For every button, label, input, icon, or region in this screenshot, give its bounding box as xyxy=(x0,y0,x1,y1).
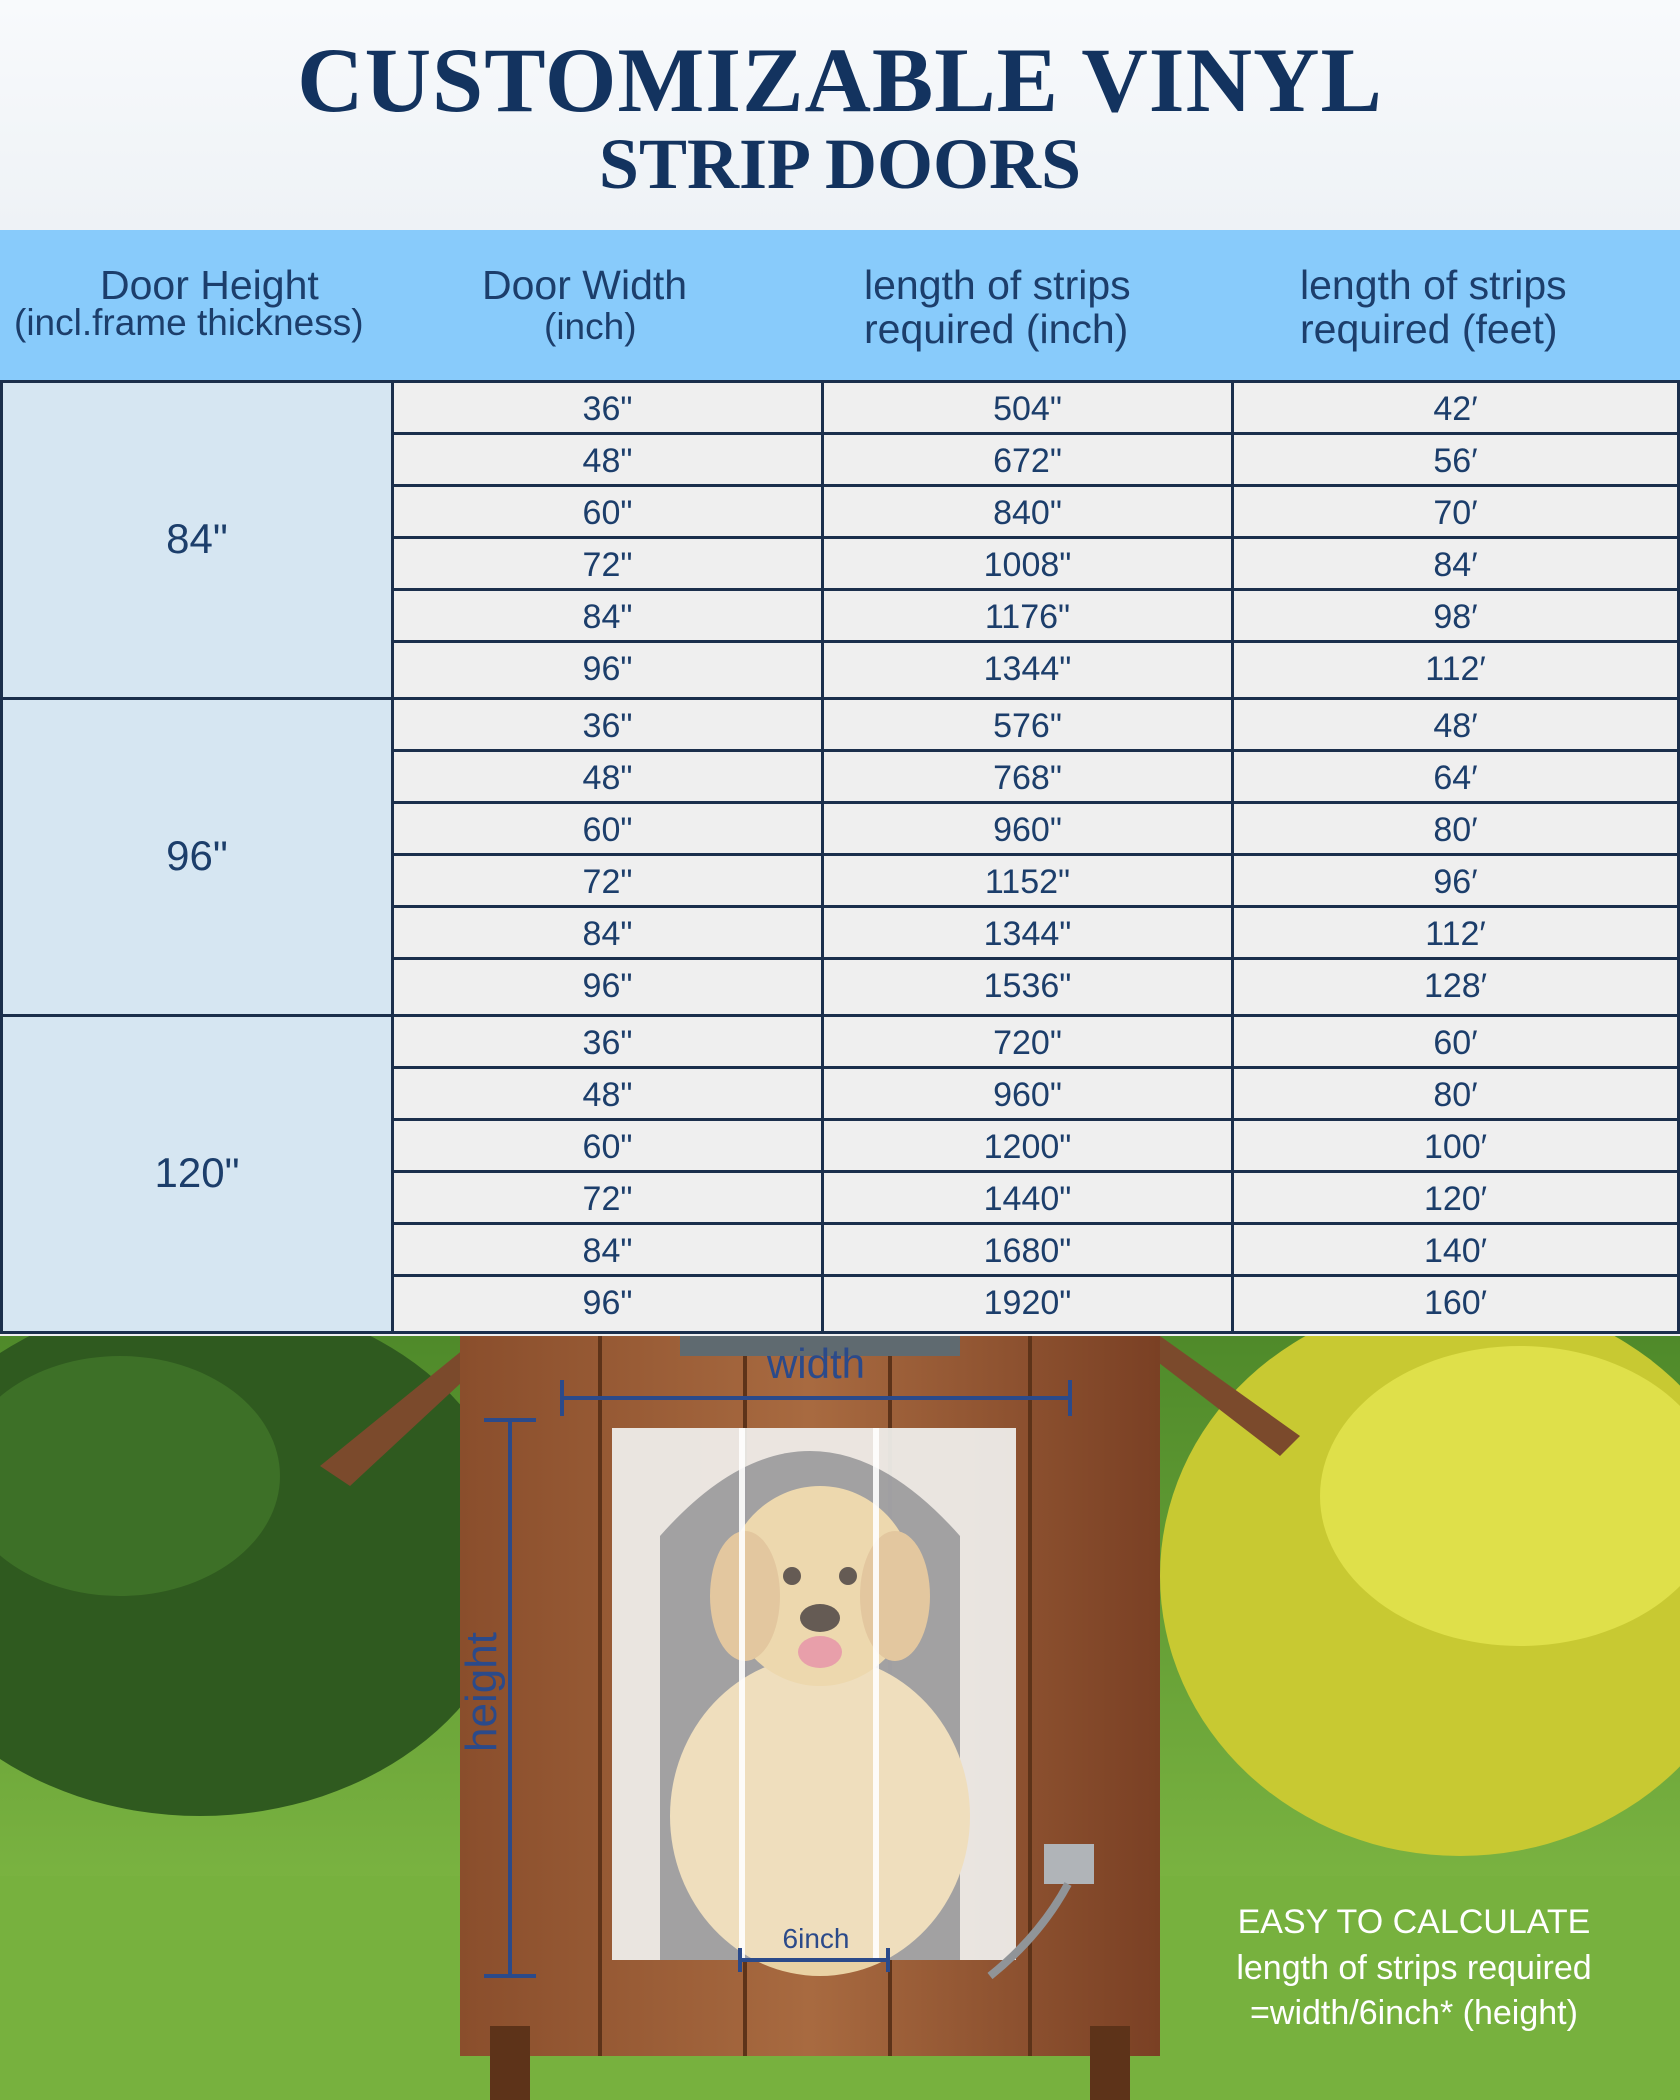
door-height-cell xyxy=(0,700,394,1014)
header-length-feet-sub: required (feet) xyxy=(1300,306,1558,352)
header-door-width-label: Door Width xyxy=(482,262,688,308)
length-inch-cell: 504" xyxy=(824,383,1234,432)
doghouse-photo xyxy=(0,1336,1680,2100)
length-inch-cell: 1344" xyxy=(824,908,1234,957)
length-inch-cell: 1200" xyxy=(824,1121,1234,1170)
width-label: width xyxy=(766,1340,866,1387)
strip-table xyxy=(0,380,1680,1336)
length-feet-cell: 100′ xyxy=(1234,1121,1680,1170)
length-feet-cell: 160′ xyxy=(1234,1277,1680,1331)
length-inch-cell: 1536" xyxy=(824,960,1234,1014)
table-header xyxy=(0,230,1680,380)
door-width-cell: 72" xyxy=(394,539,824,588)
length-inch-cell: 840" xyxy=(824,487,1234,536)
door-width-cell: 36" xyxy=(394,700,824,749)
door-width-cell: 60" xyxy=(394,487,824,536)
length-inch-cell: 576" xyxy=(824,700,1234,749)
length-feet-cell: 96′ xyxy=(1234,856,1680,905)
height-group xyxy=(0,383,1680,700)
table-row xyxy=(394,1225,1680,1277)
length-inch-cell: 1008" xyxy=(824,539,1234,588)
door-width-cell: 60" xyxy=(394,804,824,853)
door-width-cell: 36" xyxy=(394,1017,824,1066)
length-feet-cell: 84′ xyxy=(1234,539,1680,588)
table-row xyxy=(394,643,1680,697)
table-row xyxy=(394,960,1680,1014)
length-feet-cell: 140′ xyxy=(1234,1225,1680,1274)
header-door-width xyxy=(394,230,824,380)
length-feet-cell: 98′ xyxy=(1234,591,1680,640)
length-feet-cell: 70′ xyxy=(1234,487,1680,536)
door-height-value: 84" xyxy=(166,515,228,562)
header-length-feet xyxy=(1234,230,1680,380)
door-height-cell xyxy=(0,383,394,697)
calc-caption-line1: EASY TO CALCULATE xyxy=(1237,1903,1591,1941)
length-feet-cell: 60′ xyxy=(1234,1017,1680,1066)
length-inch-cell: 1344" xyxy=(824,643,1234,697)
door-width-cell: 48" xyxy=(394,435,824,484)
length-inch-cell: 1176" xyxy=(824,591,1234,640)
page-subtitle: STRIP DOORS xyxy=(598,124,1082,204)
length-inch-cell: 1680" xyxy=(824,1225,1234,1274)
door-width-cell: 84" xyxy=(394,908,824,957)
door-width-cell: 60" xyxy=(394,1121,824,1170)
door-width-cell: 72" xyxy=(394,856,824,905)
length-feet-cell: 80′ xyxy=(1234,804,1680,853)
leg xyxy=(490,2026,530,2100)
length-inch-cell: 1152" xyxy=(824,856,1234,905)
table-row xyxy=(394,591,1680,643)
length-inch-cell: 672" xyxy=(824,435,1234,484)
length-feet-cell: 112′ xyxy=(1234,908,1680,957)
length-feet-cell: 56′ xyxy=(1234,435,1680,484)
table-row xyxy=(394,383,1680,435)
door-width-cell: 48" xyxy=(394,752,824,801)
table-row xyxy=(394,1277,1680,1331)
length-feet-cell: 128′ xyxy=(1234,960,1680,1014)
door-width-cell: 48" xyxy=(394,1069,824,1118)
door-width-cell: 36" xyxy=(394,383,824,432)
door-width-cell: 96" xyxy=(394,960,824,1014)
table-row xyxy=(394,1017,1680,1069)
length-inch-cell: 960" xyxy=(824,804,1234,853)
doghouse-illustration xyxy=(0,1336,1680,2100)
page-title: CUSTOMIZABLE VINYL xyxy=(297,29,1383,131)
length-feet-cell: 48′ xyxy=(1234,700,1680,749)
calc-caption-line3: =width/6inch* (height) xyxy=(1250,1994,1578,2032)
header-door-height-sub: (incl.frame thickness) xyxy=(14,302,364,343)
table-row xyxy=(394,856,1680,908)
table-row xyxy=(394,908,1680,960)
header-door-height-label: Door Height xyxy=(100,262,319,308)
height-group xyxy=(0,700,1680,1017)
length-inch-cell: 1440" xyxy=(824,1173,1234,1222)
header-door-height xyxy=(0,230,394,380)
strip-width-label: 6inch xyxy=(782,1923,850,1954)
header-length-feet-label: length of strips xyxy=(1300,262,1567,308)
length-inch-cell: 960" xyxy=(824,1069,1234,1118)
header-length-inch xyxy=(824,230,1234,380)
height-group xyxy=(0,1017,1680,1334)
length-inch-cell: 768" xyxy=(824,752,1234,801)
header-length-inch-label: length of strips xyxy=(864,262,1131,308)
calc-caption-line2: length of strips required xyxy=(1236,1949,1592,1987)
door-width-cell: 84" xyxy=(394,1225,824,1274)
table-row xyxy=(394,435,1680,487)
length-feet-cell: 120′ xyxy=(1234,1173,1680,1222)
leg xyxy=(1090,2026,1130,2100)
table-row xyxy=(394,700,1680,752)
door-height-cell xyxy=(0,1017,394,1331)
table-row xyxy=(394,1069,1680,1121)
length-feet-cell: 42′ xyxy=(1234,383,1680,432)
door-height-value: 120" xyxy=(154,1149,240,1196)
door-width-cell: 84" xyxy=(394,591,824,640)
length-feet-cell: 80′ xyxy=(1234,1069,1680,1118)
length-feet-cell: 64′ xyxy=(1234,752,1680,801)
door-width-cell: 96" xyxy=(394,643,824,697)
header-door-width-sub: (inch) xyxy=(544,306,637,347)
strip-overlay xyxy=(612,1428,1016,1960)
door-width-cell: 96" xyxy=(394,1277,824,1331)
header-length-inch-sub: required (inch) xyxy=(864,306,1129,352)
length-inch-cell: 720" xyxy=(824,1017,1234,1066)
table-row xyxy=(394,1173,1680,1225)
table-row xyxy=(394,539,1680,591)
table-row xyxy=(394,752,1680,804)
length-inch-cell: 1920" xyxy=(824,1277,1234,1331)
title-area xyxy=(0,0,1680,230)
latch xyxy=(1044,1844,1094,1884)
door-height-value: 96" xyxy=(166,832,228,879)
table-row xyxy=(394,1121,1680,1173)
height-label: height xyxy=(457,1632,506,1752)
table-row xyxy=(394,487,1680,539)
length-feet-cell: 112′ xyxy=(1234,643,1680,697)
table-row xyxy=(394,804,1680,856)
door-width-cell: 72" xyxy=(394,1173,824,1222)
